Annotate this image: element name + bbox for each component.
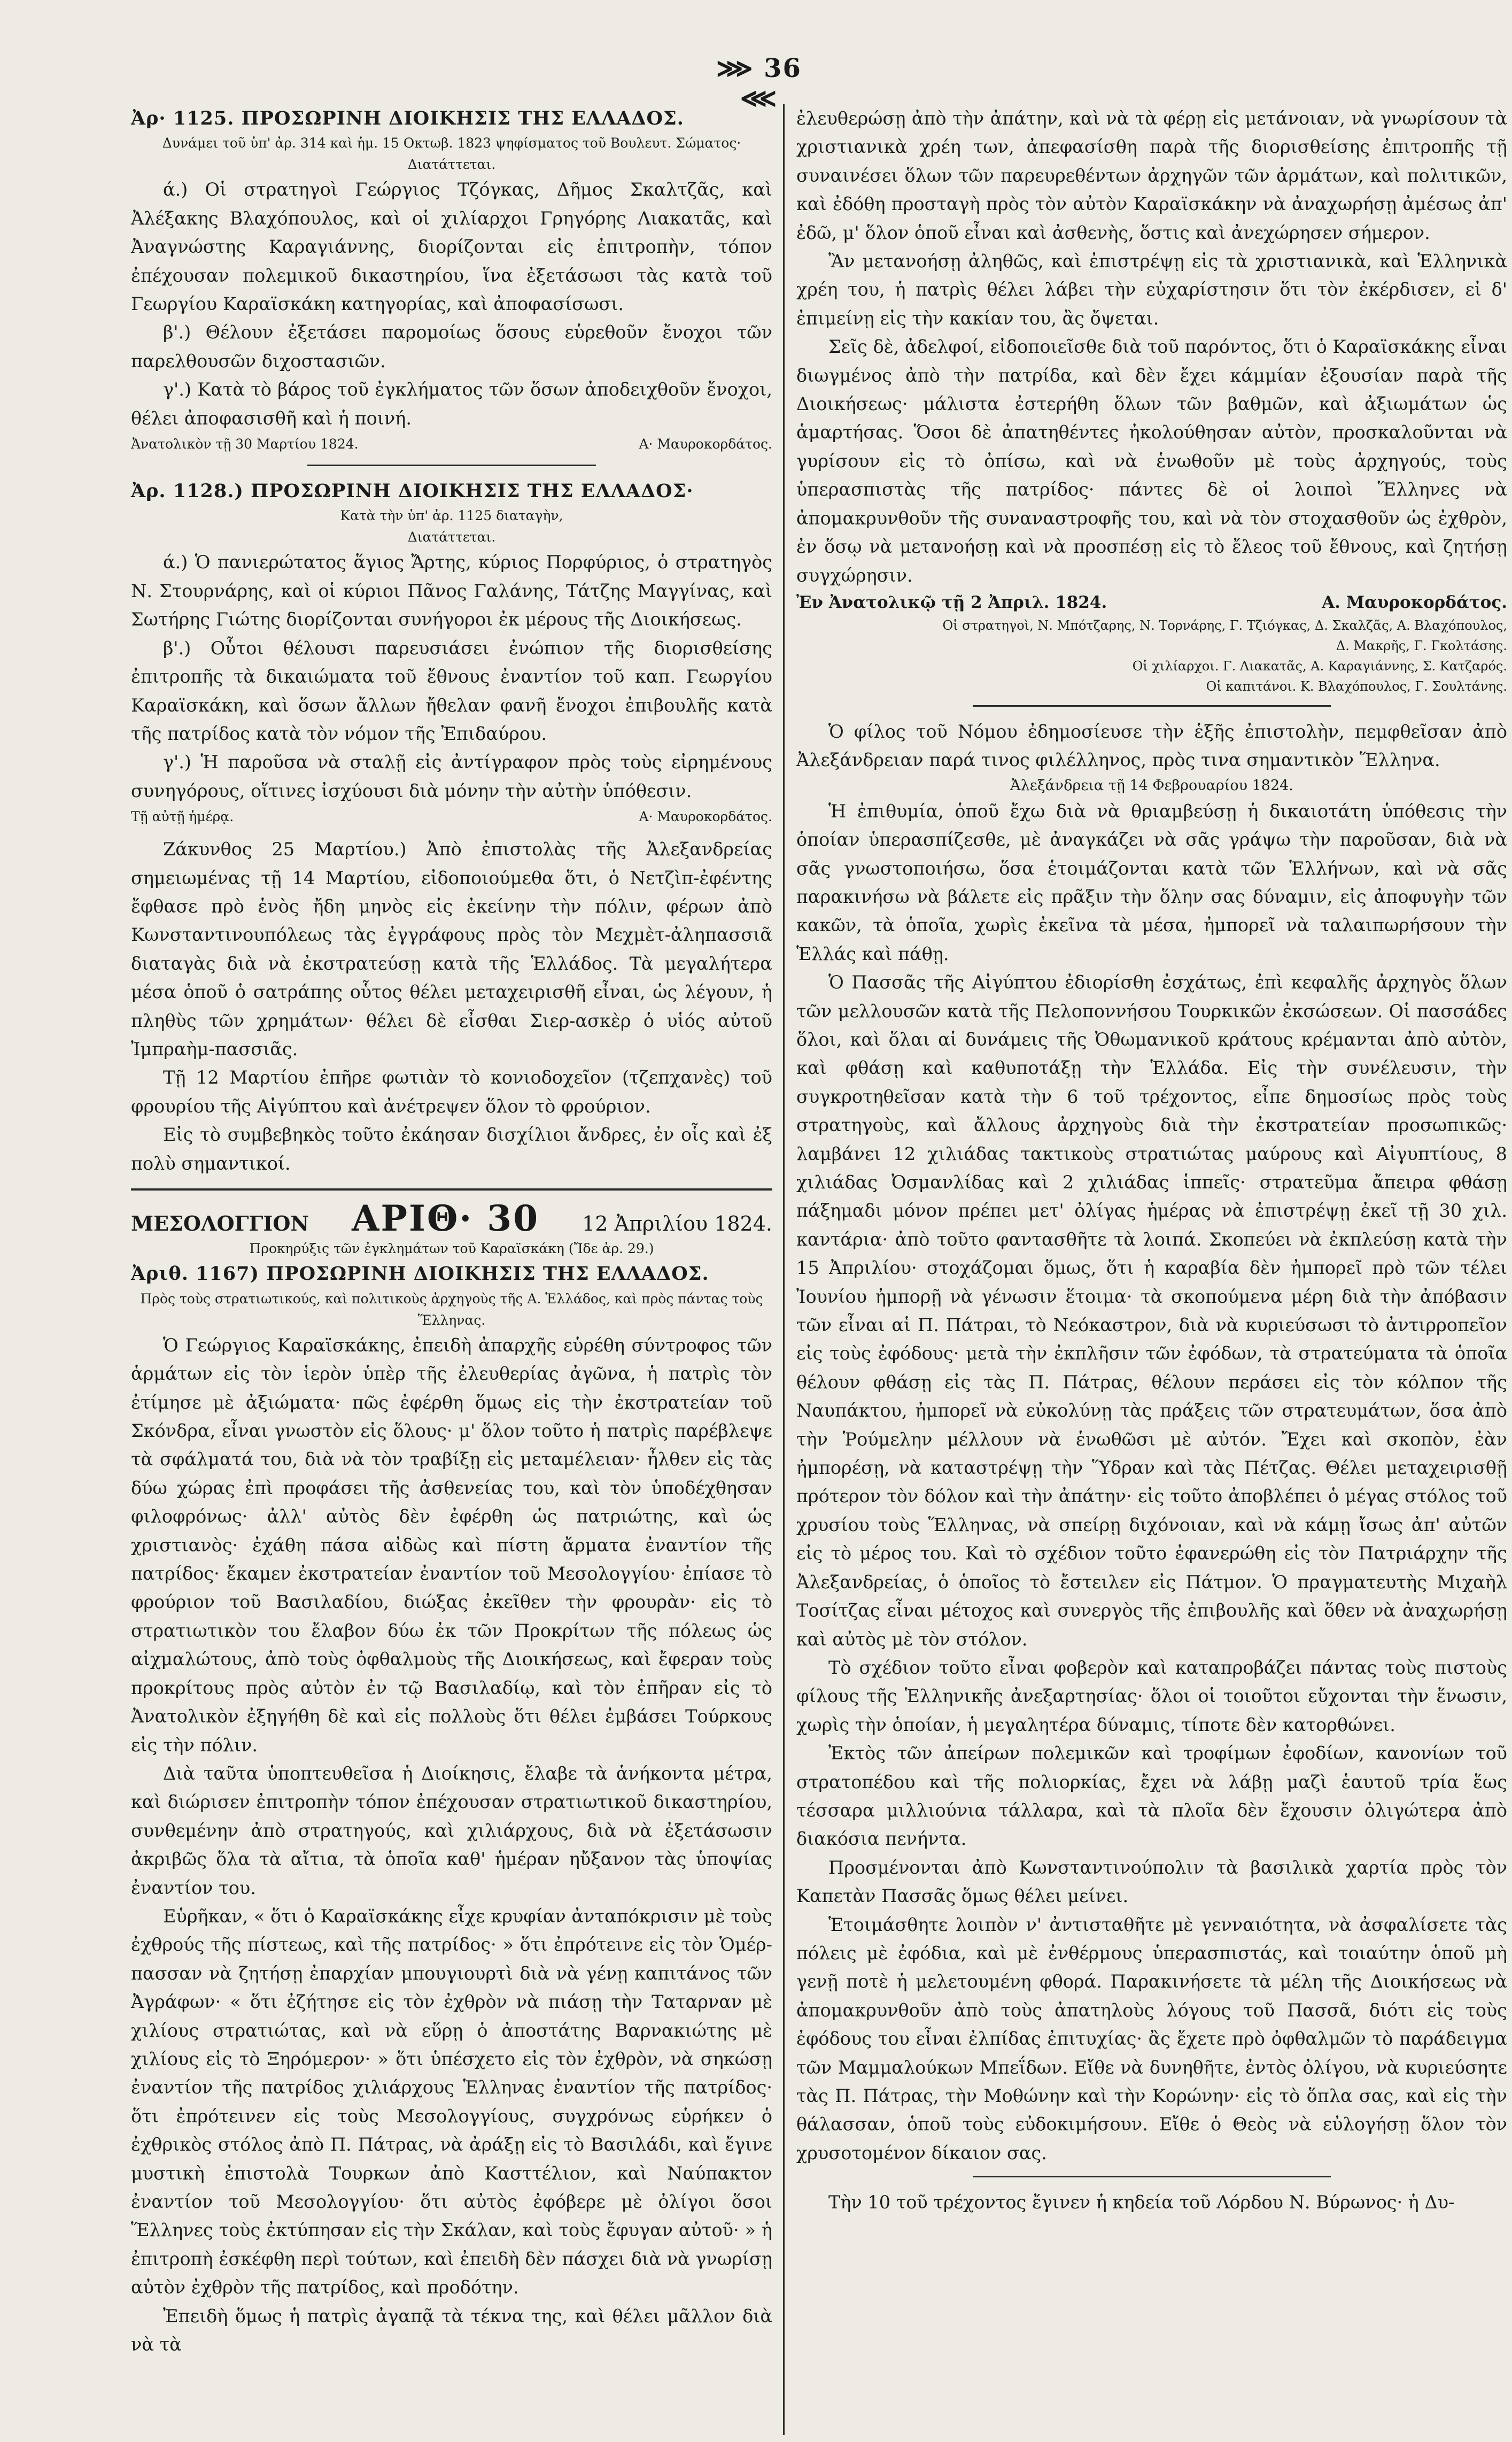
- page-number: ⋙ 36 ⋘: [716, 53, 802, 113]
- decree-1128-signature: [131, 805, 772, 829]
- right-column: [796, 104, 1507, 2217]
- decree-1167-paragraph: Εὑρῆκαν, « ὅτι ὁ Καραϊσκάκης εἶχε κρυφίαν ἀνταπόκρισιν μὲ τοὺς ἐχθρούς τῆς πίστεως, καὶ τῆς πατρίδος· » ὅτι ἐπρότεινε εἰς τὸν Ὁμέρ-πασσαν νὰ ζητήσῃ ἐπαρχίαν μπουγιουρτὶ διὰ νὰ γένῃ καπιτάνος τῶν Ἀγράφων· « ὅτι ἐζήτησε εἰς τὸν ἐχθρὸν νὰ πιάσῃ τὴν Ταταρναν μὲ χιλίους στρατιώτας, καὶ νὰ εὕρῃ ὁ ἀποστάτης Βαρνακιώτης μὲ χιλίους εἰς τὸ Ξηρόμερον· » ὅτι ὑπέσχετο εἰς τὸν ἐχθρὸν, νὰ σηκώσῃ ἐναντίον τῆς πατρίδος χιλιάρχους Ἑλληνας ἐναντίον τῆς πατρίδος· ὅτι ἐπρότεινεν εἰς τοὺς Μεσολογγίους, συγχρόνως εὑρήκεν ὁ ἐχθρικὸς στόλος ἀπὸ Π. Πάτρας, νὰ ἀράξῃ εἰς τὸ Βασιλάδι, καὶ ἔγινε μυστικὴ ἐπιστολὰ Τουρκων ἀπὸ Κασττέλιον, καὶ Ναύπακτον ἐναντίον τοῦ Μεσολογγίου· ὅτι αὐτὸς ἐφόβερε μὲ ὀλίγοι ὅσοι Ἕλληνες τοὺς ἐκτύπησαν εἰς τὴν Σκάλαν, καὶ τοὺς ἔφυγαν αὐτοῦ· » ἡ ἐπιτροπὴ ἐσκέφθη περὶ τούτων, καὶ ἐπειδὴ δὲν πάσχει διὰ νὰ γνωρίσῃ αὐτὸν ἐχθρὸν τῆς πατρίδος, καὶ προδότην.: [131, 1905, 772, 2298]
- news-zakynthos: Ζάκυνθος 25 Μαρτίου.) Ἀπὸ ἐπιστολὰς τῆς Ἀλεξανδρείας σημειωμένας τῇ 14 Μαρτίου, εἰδοποιούμεθα ὅτι, ὁ Νετζὶπ-ἐφέντης ἔφθασε πρὸ ἑνὸς ἤδη μηνὸς εἰς ἐκείνην τὴν πόλιν, φέρων ἀπὸ Κωνσταντινουπόλεως τὰς ἐγγράφους πρὸς τὸν Μεχμὲτ-ἀληπασσιᾶ διαταγὰς διὰ νὰ ἐκστρατεύσῃ κατὰ τῆς Ἑλλάδος. Τὰ μεγαλήτερα μέσα ὁποῦ ὁ σατράπης οὗτος θέλει μεταχειρισθῆ εἶναι, ὡς λέγουν, ἡ πληθὺς τῶν χρημάτων· θέλει δὲ εἶσθαι Σιερ-ασκὲρ ὁ υἱός αὐτοῦ Ἰμπραὴμ-πασσιᾶς.: [131, 839, 772, 1060]
- decree-1125-heading: Ἀρ· 1125. ΠΡΟΣΩΡΙΝΗ ΔΙΟΙΚΗΣΙΣ ΤΗΣ ΕΛΛΑΔΟΣ.: [131, 107, 684, 129]
- signature-place-date: Ἀνατολικὸν τῇ 30 Μαρτίου 1824.: [131, 436, 359, 452]
- decree-1125-preamble: Δυνάμει τοῦ ὑπ' ἀρ. 314 καὶ ἡμ. 15 Οκτωβ. 1823 ψηφίσματος τοῦ Βουλευτ. Σώματος·: [162, 135, 741, 151]
- decree-1128-ordains: Διατάττεται.: [407, 529, 496, 545]
- issue-rule: [131, 1188, 772, 1191]
- masthead-date: 12 Ἀπριλίου 1824.: [582, 1212, 772, 1235]
- letter-paragraph: Ἑτοιμάσθητε λοιπὸν ν' ἀντισταθῆτε μὲ γενναιότητα, νὰ ἀσφαλίσετε τὰς πόλεις μὲ ἐφόδια, καὶ μὲ ἐνθέρμους ὑπερασπιστάς, καὶ τοιαύτην ὁποῦ μὴ γενῇ ποτὲ ἡ μελετουμένη φθορά. Παρακινήσετε τὰ μέλη τῆς Διοικήσεως νὰ ἀπομακρυνθοῦν ἀπὸ τοὺς ἀπατηλοὺς λόγους τοῦ Πασσᾶ, διότι εἰς τοὺς ἐφόδους του εἶναι ἐλπίδας ἐπιτυχίας· ἂς ἔχετε πρὸ ὀφθαλμῶν τὸ παράδειγμα τῶν Μαμμαλούκων Μπεΐδων. Εἴθε νὰ δυνηθῆτε, ἐντὸς ὀλίγου, νὰ κυριεύσητε τὰς Π. Πάτρας, τὴν Μοθώνην καὶ τὴν Κορώνην· εἰς τὸ ὅπλα σας, καὶ εἰς τὴν θάλασσαν, ὁποῦ τοὺς εὐδοκιμήσουν. Εἴθε ὁ Θεὸς νὰ εὐλογήσῃ ὅλον τὸν χρυσοτομένον δίκαιον σας.: [796, 1914, 1507, 2163]
- signature-name: Α· Μαυροκορδάτος.: [639, 436, 772, 452]
- decree-1128-article: β'.) Οὗτοι θέλουσι παρευσιάσει ἐνώπιον τῆς διορισθείσης ἐπιτροπῆς τὰ δικαιώματα τοῦ ἔθνους ἐναντίον τοῦ καπ. Γεωργίου Καραϊσκάκη, καὶ ὅσων ἄλλων ἤθελαν φανῆ ἔνοχοι ἐπιβουλῆς κατὰ τῆς πατρίδος κατὰ τὸν νόμον τῆς Ἐπιδαύρου.: [131, 637, 772, 744]
- decree-1125-article: ά.) Οἱ στρατηγοὶ Γεώργιος Τζόγκας, Δῆμος Σκαλτζᾶς, καὶ Ἀλέξακης Βλαχόπουλος, καὶ οἱ χιλίαρχοι Γρηγόρης Λιακατᾶς, καὶ Ἀναγνώστης Καραγιάννης, διορίζονται εἰς ἐπιτροπὴν, τόπον ἐπέχουσαν πολεμικοῦ δικαστηρίου, ἵνα ἐξετάσωσι τὰς κατὰ τοῦ Γεωργίου Καραϊσκάκη κατηγορίας, καὶ ἀποφασίσωσι.: [131, 179, 772, 315]
- decree-1167-address: Πρὸς τοὺς στρατιωτικούς, καὶ πολιτικοὺς ἀρχηγοὺς τῆς Α. Ἑλλάδος, καὶ πρὸς πάντας τοὺς Ἕλληνας.: [140, 1290, 763, 1328]
- letter-paragraph: Ἐκτὸς τῶν ἀπείρων πολεμικῶν καὶ τροφίμων ἐφοδίων, κανονίων τοῦ στρατοπέδου καὶ τῆς πολιορκίας, ἔχει νὰ λάβῃ μαζὶ ἑαυτοῦ τρία ἕως τέσσαρα μιλλιούνια τάλλαρα, καὶ τὰ πλοῖα δὲν ἔχουσιν ὀλιγώτερα ἀπὸ διακόσια πενήντα.: [796, 1743, 1507, 1850]
- section-rule: [973, 2176, 1331, 2177]
- decree-1167-paragraph: Ἂν μετανοήσῃ ἀληθῶς, καὶ ἐπιστρέψῃ εἰς τὰ χριστιανικὰ, καὶ Ἑλληνικὰ χρέη του, ἡ πατρὶς θέλει λάβει τὴν εὐχαρίστησιν ὅτι τὸν ἐκέρδισεν, εἰ δ' ἐπιμείνῃ εἰς τὴν κακίαν του, ἂς ὄψεται.: [796, 251, 1507, 329]
- decree-1167-paragraph: Σεῖς δὲ, ἀδελφοί, εἰδοποιεῖσθε διὰ τοῦ παρόντος, ὅτι ὁ Καραϊσκάκης εἶναι διωγμένος ἀπὸ τὴν πατρίδα, καὶ δὲν ἔχει κάμμίαν ἐξουσίαν παρὰ τῆς Διοικήσεως· μάλιστα ἐστερήθη ὅλων τῶν βαθμῶν, καὶ ἀξιωμάτων ὡς ἁμαρτήσας. Ὅσοι δὲ ἀπατηθέντες ἠκολούθησαν αὐτὸν, προσκαλοῦνται νὰ γυρίσουν εἰς τὸ ὀπίσω, καὶ νὰ ἑνωθοῦν μὲ τοὺς ἀρχηγούς, τοὺς ὑπερασπιστὰς τῆς πατρίδος· πάντες δὲ οἱ λοιποὶ Ἕλληνες νὰ ἀπομακρυνθοῦν τῆς συναναστροφῆς του, καὶ νὰ τὸν στοχασθοῦν ὡς ἐχθρὸν, ἐν ὅσῳ νὰ μετανοήσῃ καὶ νὰ προσπέσῃ εἰς τὸ ἔλεος τοῦ ἔθνους, καὶ ζητήσῃ συγχώρησιν.: [796, 336, 1507, 586]
- column-divider: [783, 104, 785, 2435]
- decree-1167-signature: [796, 590, 1507, 615]
- decree-1128-article: ά.) Ὁ πανιερώτατος ἅγιος Ἄρτης, κύριος Πορφύριος, ὁ στρατηγὸς Ν. Στουρνάρης, καὶ οἱ κύριοι Πᾶνος Γαλάνης, Τάτζης Μαγγίνας, καὶ Σωτήρης Γιώτης διορίζονται συνήγοροι ἐκ μέρους τῆς Διοικήσεως.: [131, 552, 772, 630]
- decree-1125-article: γ'.) Κατὰ τὸ βάρος τοῦ ἐγκλήματος τῶν ὅσων ἀποδειχθοῦν ἔνοχοι, θέλει ἀποφασισθῆ καὶ ἡ ποινή.: [131, 379, 772, 429]
- decree-1125-signature: [131, 432, 772, 456]
- decree-1167-paragraph: Ἐπειδὴ ὅμως ἡ πατρὶς ἀγαπᾷ τὰ τέκνα της, καὶ θέλει μᾶλλον διὰ νὰ τὰ: [131, 2305, 772, 2355]
- signature-name: Α· Μαυροκορδάτος.: [639, 809, 772, 825]
- decree-1128-heading: Ἀρ. 1128.) ΠΡΟΣΩΡΙΝΗ ΔΙΟΙΚΗΣΙΣ ΤΗΣ ΕΛΛΑΔΟΣ·: [131, 480, 694, 503]
- letter-paragraph: Τὸ σχέδιον τοῦτο εἶναι φοβερὸν καὶ καταπροβάζει πάντας τοὺς πιστοὺς φίλους τῆς Ἑλληνικῆς ἀνεξαρτησίας· ὅλοι οἱ τοιοῦτοι εὔχονται τὴν ἕνωσιν, χωρὶς τὴν ὁποίαν, ἡ μεγαλητέρα δύναμις, τίποτε δὲν κατορθώνει.: [796, 1657, 1507, 1735]
- letter-intro: Ὁ φίλος τοῦ Νόμου ἐδημοσίευσε τὴν ἑξῆς ἐπιστολὴν, πεμφθεῖσαν ἀπὸ Ἀλεξάνδρειαν παρά τινος φιλέλληνος, πρὸς τινα σημαντικὸν Ἕλληνα.: [796, 721, 1507, 771]
- left-column: [131, 104, 772, 2359]
- decree-1128-preamble: Κατὰ τὴν ὑπ' ἀρ. 1125 διαταγὴν,: [340, 508, 563, 524]
- decree-1167-continuation: ἐλευθερώσῃ ἀπὸ τὴν ἀπάτην, καὶ νὰ τὰ φέρῃ εἰς μετάνοιαν, νὰ γνωρίσουν τὰ χριστιανικὰ χρέη των, ἀπεφασίσθη παρὰ τῆς διορισθείσης ἐπιτροπῆς τῇ συναινέσει ὅλων τῶν παρευρεθέντων ἀρχηγῶν τῶν ἁρμάτων, καὶ πολιτικῶν, καὶ ἐδόθη προσταγὴ πρὸς τὸν αὐτὸν Καραϊσκάκην νὰ ἀναχωρήσῃ ἀμέσως ἀπ' ἐδῶ, μ' ὅλον ὁποῦ εἶναι καὶ ἀσθενὴς, ὅστις καὶ ἀνεχώρησεν σήμερον.: [796, 108, 1507, 243]
- signatories-line: Οἱ καπιτάνοι. Κ. Βλαχόπουλος, Γ. Σουλτάνης.: [1206, 678, 1507, 694]
- section-rule: [973, 705, 1331, 707]
- signatories-line: Δ. Μακρῆς, Γ. Γκολτάσης.: [1336, 638, 1507, 653]
- letter-paragraph: Ἡ ἐπιθυμία, ὁποῦ ἔχω διὰ νὰ θριαμβεύσῃ ἡ δικαιοτάτη ὑπόθεσις τὴν ὁποίαν ὑπερασπίζεσθε, μὲ ἀναγκάζει νὰ σᾶς γράψω τὴν παροῦσαν, διὰ νὰ σᾶς γνωστοποιήσω, ὅσα ἑτοιμάζονται κατὰ τῶν Ἑλλήνων, καὶ νὰ σᾶς παρακινήσω νὰ βάλετε εἰς πρᾶξιν τὴν ὅλην σας δύναμιν, εἰς ἀποφυγὴν τῶν κακῶν, τὰ ὁποῖα, χωρὶς ἐκεῖνα τὰ μέσα, ἠμπορεῖ νὰ ταλαιπωρήσουν τὴν Ἑλλάς καὶ πάθῃ.: [796, 800, 1507, 964]
- letter-paragraph: Ὁ Πασσᾶς τῆς Αἰγύπτου ἐδιορίσθη ἐσχάτως, ἐπὶ κεφαλῆς ἀρχηγὸς ὅλων τῶν μελλουσῶν κατὰ τῆς Πελοποννήσου Τουρκικῶν ἐκσώσεων. Οἱ πασσάδες ὅλοι, καὶ ὅλαι αἱ δυνάμεις τῆς Ὀθωμανικοῦ κράτους κρέμανται ἀπὸ αὐτὸν, καὶ φθάσῃ καὶ καθυποτάξῃ τὴν Ἑλλάδα. Εἰς τὴν συνέλευσιν, τὴν συγκροτηθεῖσαν κατὰ τὴν 6 τοῦ τρέχοντος, εἶπε δημοσίως πρὸς τοὺς στρατηγοὺς, καὶ ἄλλους ἀρχηγοὺς διὰ τὴν ἐκστρατείαν προσωπικῶς· λαμβάνει 12 χιλιάδας τακτικοὺς στρατιώτας μαύρους καὶ Αἰγυπτίους, 8 χιλιάδας Ὀσμανλίδας καὶ 2 χιλιάδας ἱππεῖς· στρατεῦμα ἄπειρα φθάσῃ πάξημαδι μόνον πρέπει μετ' ὀλίγας ἡμέρας νὰ ἐπιστρέψῃ ἐκεῖ τῇ 30 χιλ. καντάρια· ἀπὸ τοῦτο φαντασθῆτε τὰ λοιπά. Σκοπεύει νὰ ἐκπλεύσῃ κατὰ τὴν 15 Ἀπριλίου· στοχάζομαι ὅμως, ὅτι ἡ καραβία δὲν ἠμπορεῖ πρὸ τῶν τέλει Ἰουνίου ἠμπορῇ νὰ γένωσιν ἕτοιμα· τὰ σκοπούμενα μέρη διὰ τὴν ἀπόβασιν τῶν εἶναι αἱ Π. Πάτραι, τὸ Νεόκαστρον, διὰ νὰ κυριεύσωσι τὸ ἀντιρροπεῖον εἰς τοὺς ἐφόδους· μετὰ τὴν ἐκπλῆσιν τῶν ἐφόδων, τὰ στρατεύματα τὰ ὁποῖα θέλουν φθάσῃ εἰς τὰς Π. Πάτρας, θέλουν περάσει εἰς τὸν κόλπον τῆς Ναυπάκτου, ἠμπορεῖ νὰ εὐκολύνῃ τὰς πράξεις τῶν στρατευμάτων, ὅσα ἀπὸ τὴν Ῥούμελην μέλλουν νὰ ἑνωθῶσι μὲ αὐτόν. Ἔχει καὶ σκοπὸν, ἐὰν ἠμπορέσῃ, νὰ καταστρέψῃ τὴν Ὕδραν καὶ τὰς Πέτζας. Θέλει μεταχειρισθῇ πρότερον τὸν δόλον καὶ τὴν ἀπάτην· εἰς τοῦτο ἀποβλέπει ὁ μέγας στόλος τοῦ χρυσίου τοὺς Ἕλληνας, νὰ σπείρῃ διχόνοιαν, καὶ νὰ κάμῃ ἴσως ἀπ' αὐτῶν εἰς τὸ μέρος του. Καὶ τὸ σχέδιον τοῦτο ἐφανερώθη εἰς τὸν Πατριάρχην τῆς Ἀλεξανδρείας, ὁ ὁποῖος τὸ ἔστειλεν εἰς Πάτμον. Ὁ πραγματευτὴς Μιχαὴλ Τοσίτζας εἶναι μέτοχος καὶ συνεργὸς τῆς ἐπιβουλῆς καὶ ὅθεν νὰ ἀναχωρήσῃ καὶ αὐτὸς μὲ τὸν στόλον.: [796, 972, 1507, 1650]
- decree-1128-article: γ'.) Ἡ παροῦσα νὰ σταλῇ εἰς ἀντίγραφον πρὸς τοὺς εἰρημένους συνηγόρους, οἵτινες ἰσχύουσι διὰ μόνην τὴν αὐτὴν ὑπόθεσιν.: [131, 752, 772, 801]
- news-byron-funeral: Τὴν 10 τοῦ τρέχοντος ἔγινεν ἡ κηδεία τοῦ Λόρδου Ν. Βύρωνος· ἡ Δυ-: [828, 2192, 1455, 2213]
- news-paragraph: Τῇ 12 Μαρτίου ἐπῆρε φωτιὰν τὸ κονιοδοχεῖον (τζεπχανὲς) τοῦ φρουρίου τῆς Αἰγύπτου καὶ ἀνέτρεψεν ὅλον τὸ φρούριον.: [131, 1067, 772, 1117]
- decree-1167-heading: Ἀριθ. 1167) ΠΡΟΣΩΡΙΝΗ ΔΙΟΙΚΗΣΙΣ ΤΗΣ ΕΛΛΑΔΟΣ.: [131, 1263, 709, 1285]
- signature-place-date: Ἐν Ἀνατολικῷ τῇ 2 Ἀπριλ. 1824.: [796, 592, 1107, 612]
- signature-name: Α. Μαυροκορδάτος.: [1322, 592, 1507, 612]
- section-rule: [307, 465, 596, 466]
- masthead-issue-number: ΑΡΙΘ· 30: [352, 1197, 540, 1239]
- decree-1125-ordains: Διατάττεται.: [407, 157, 496, 173]
- decree-1125-article: β'.) Θέλουν ἐξετάσει παρομοίως ὅσους εὑρεθοῦν ἔνοχοι τῶν παρελθουσῶν διχοστασιῶν.: [131, 322, 772, 372]
- decree-1167-paragraph: Διὰ ταῦτα ὑποπτευθεῖσα ἡ Διοίκησις, ἔλαβε τὰ ἁνήκοντα μέτρα, καὶ διώρισεν ἐπιτροπὴν τόπον ἐπέχουσαν στρατιωτικοῦ δικαστηρίου, συνθεμένην ἀπὸ στρατηγούς, καὶ χιλιάρχους, διὰ νὰ ἐξετάσωσιν ἀκριβῶς ὅλα τὰ αἴτια, τὰ ὁποῖα καθ' ἡμέραν ηὔξανον τὰς ὑποψίας ἐναντίον του.: [131, 1763, 772, 1898]
- signatories-line: Οἱ χιλίαρχοι. Γ. Λιακατᾶς, Α. Καραγιάννης, Σ. Κατζαρός.: [1132, 658, 1507, 674]
- masthead-subtitle: Προκηρύξις τῶν ἐγκλημάτων τοῦ Καραϊσκάκη (Ἴδε ἀρ. 29.): [249, 1241, 654, 1257]
- masthead-place: ΜΕΣΟΛΟΓΓΙΟΝ: [131, 1211, 309, 1235]
- signature-date: Τῇ αὐτῇ ἡμέρᾳ.: [131, 809, 234, 825]
- issue-masthead: [131, 1197, 772, 1239]
- letter-paragraph: Προσμένονται ἀπὸ Κωνσταντινούπολιν τὰ βασιλικὰ χαρτία πρὸς τὸν Καπετὰν Πασσᾶς ὅμως θέλει μείνει.: [796, 1857, 1507, 1907]
- news-paragraph: Εἰς τὸ συμβεβηκὸς τοῦτο ἐκάησαν δισχίλιοι ἄνδρες, ἐν οἷς καὶ ἐξ πολὺ σημαντικοί.: [131, 1124, 772, 1174]
- letter-date: Ἀλεξάνδρεια τῇ 14 Φεβρουαρίου 1824.: [1010, 777, 1293, 794]
- signatories-line: Οἱ στρατηγοὶ, Ν. Μπότζαρης, Ν. Τορνάρης, Γ. Τζιόγκας, Δ. Σκαλζᾶς, Α. Βλαχόπουλος,: [942, 617, 1507, 633]
- decree-1167-paragraph: Ὁ Γεώργιος Καραϊσκάκης, ἐπειδὴ ἀπαρχῆς εὑρέθη σύντροφος τῶν ἁρμάτων εἰς τὸν ἱερὸν ὑπὲρ τῆς ἐλευθερίας ἀγῶνα, ἡ πατρὶς τὸν ἐτίμησε μὲ ἀξιώματα· πῶς ἐφέρθη ὅμως εἰς τὴν ἐκστρατείαν τοῦ Σκόνδρα, εἶναι γνωστὸν εἰς ὅλους· μ' ὅλον τοῦτο ἡ πατρὶς παρέβλεψε τὰ σφάλματά του, διὰ νὰ τὸν τραβίξῃ εἰς μεταμέλειαν· ἦλθεν εἰς τὰς δύω χώρας ἐπὶ προφάσει τῆς ἀσθενείας του, καὶ τὸν ὑποδέχθησαν φιλοφρόνως· ἀλλ' αὐτὸς δὲν ἐφέρθη ὡς πατριώτης, καὶ ὡς χριστιανὸς· ἐχάθη πάσα αἰδὼς καὶ πίστη ἄρματα ἐναντίον τῆς πατρίδος· ἔκαμεν ἐκστρατείαν ἐναντίον τοῦ Μεσολογγίου· ἐπίασε τὸ φρούριον τοῦ Βασιλαδίου, διώξας ἐκεῖθεν τὴν φρουρὰν· εἰς τὸ στρατιωτικὸν του ἔλαβον δύω ἐκ τῶν Προκρίτων τῆς πόλεως ὡς αἰχμαλώτους, ἀπὸ τοὺς ὀφθαλμοὺς τῆς Διοικήσεως, καὶ ἔφεραν τοὺς προκρίτους πρὸς αὐτὸν ἐν τῷ Βασιλαδίῳ, καὶ τὸν ἐπῆραν εἰς τὸ Ἀνατολικὸν ἐξηγήθη δὲ καὶ εἰς πολλοὺς ὅτι θέλει ἐμβάσει Τούρκους εἰς τὴν πόλιν.: [131, 1334, 772, 1756]
